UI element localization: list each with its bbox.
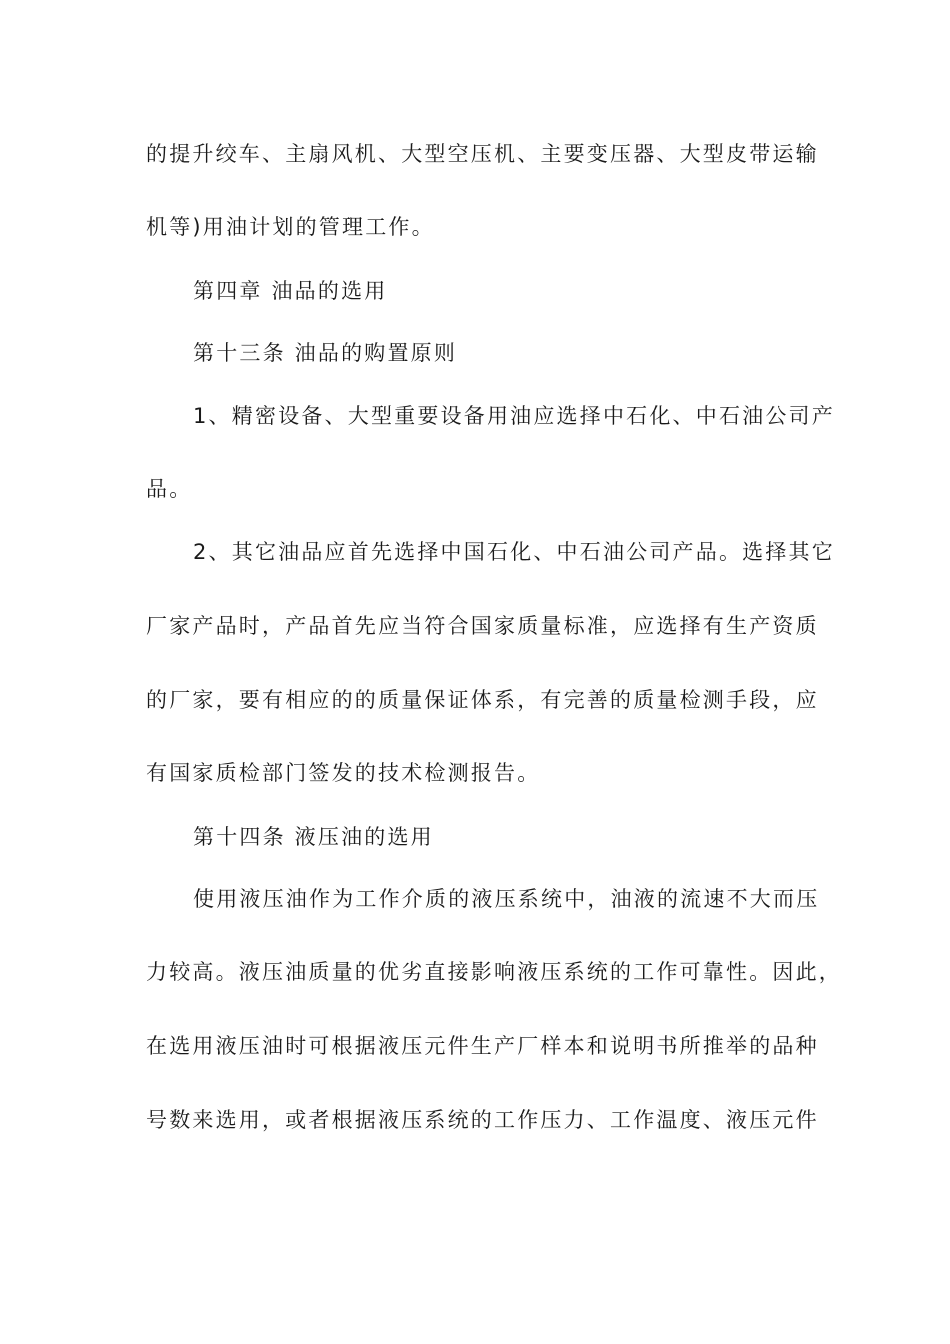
body-text-line: 使用液压油作为工作介质的液压系统中，油液的流速不大而压 (193, 887, 820, 911)
body-text-line: 在选用液压油时可根据液压元件生产厂样本和说明书所推举的品种 (146, 1034, 819, 1058)
article-heading: 第十三条 油品的购置原则 (193, 341, 458, 365)
body-text-line: 的提升绞车、主扇风机、大型空压机、主要变压器、大型皮带运输 (146, 142, 819, 166)
body-text-line: 2、其它油品应首先选择中国石化、中石油公司产品。选择其它 (193, 540, 835, 564)
body-text-line: 1、精密设备、大型重要设备用油应选择中石化、中石油公司产 (193, 404, 835, 428)
body-text-line: 的厂家，要有相应的的质量保证体系，有完善的质量检测手段，应 (146, 688, 819, 712)
body-text-line: 有国家质检部门签发的技术检测报告。 (146, 761, 541, 785)
body-text-line: 品。 (146, 477, 193, 501)
body-text-line: 厂家产品时，产品首先应当符合国家质量标准，应选择有生产资质 (146, 614, 819, 638)
body-text-line: 力较高。液压油质量的优劣直接影响液压系统的工作可靠性。因此， (146, 960, 842, 984)
body-text-line: 机等)用油计划的管理工作。 (146, 215, 435, 239)
chapter-heading: 第四章 油品的选用 (193, 279, 388, 303)
body-text-line: 号数来选用，或者根据液压系统的工作压力、工作温度、液压元件 (146, 1108, 819, 1132)
article-heading: 第十四条 液压油的选用 (193, 825, 434, 849)
